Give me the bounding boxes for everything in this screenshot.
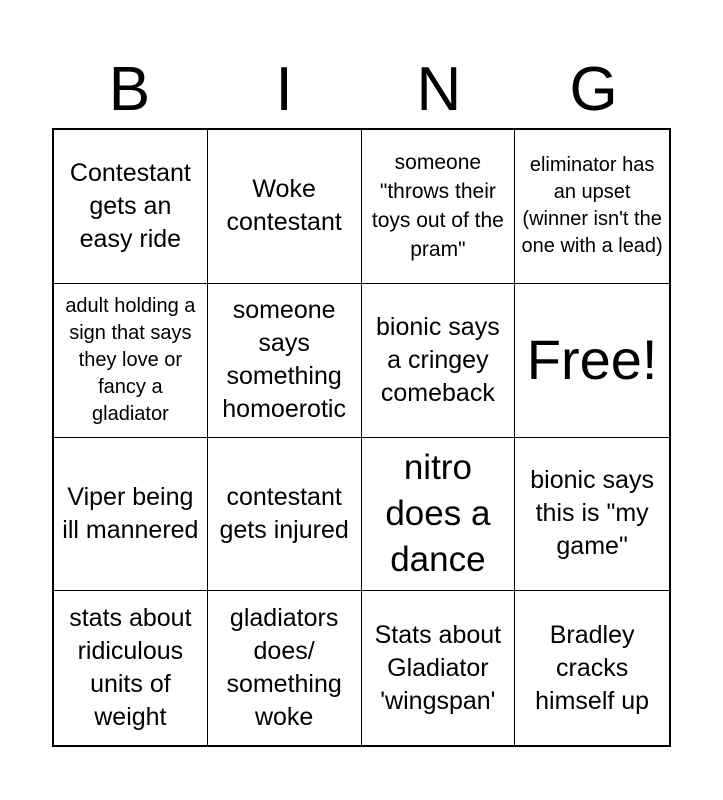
free-space-cell[interactable]: Free! xyxy=(515,284,669,438)
bingo-cell[interactable]: adult holding a sign that says they love or fancy a gladiator xyxy=(54,284,208,438)
bingo-cell[interactable]: contestant gets injured xyxy=(208,438,362,592)
bingo-cell[interactable]: Contestant gets an easy ride xyxy=(54,130,208,284)
bingo-cell[interactable]: gladiators does/ something woke xyxy=(208,591,362,745)
header-letter-b: B xyxy=(108,54,151,124)
bingo-cell[interactable]: Viper being ill mannered xyxy=(54,438,208,592)
bingo-cell[interactable]: bionic says a cringey comeback xyxy=(362,284,516,438)
bingo-header xyxy=(52,52,671,127)
header-letter-n: N xyxy=(416,54,462,124)
header-letter-i: I xyxy=(275,54,293,124)
bingo-cell[interactable]: Woke contestant xyxy=(208,130,362,284)
header-letter-g: G xyxy=(569,54,618,124)
bingo-cell[interactable]: stats about ridiculous units of weight xyxy=(54,591,208,745)
bingo-cell[interactable]: eliminator has an upset (winner isn't the one with a lead) xyxy=(515,130,669,284)
bingo-cell[interactable]: nitro does a dance xyxy=(362,438,516,592)
bingo-cell[interactable]: someone "throws their toys out of the pram" xyxy=(362,130,516,284)
bingo-cell[interactable]: Stats about Gladiator 'wingspan' xyxy=(362,591,516,745)
bingo-grid xyxy=(52,128,671,747)
bingo-cell[interactable]: someone says something homoerotic xyxy=(208,284,362,438)
bingo-cell[interactable]: bionic says this is "my game" xyxy=(515,438,669,592)
bingo-cell[interactable]: Bradley cracks himself up xyxy=(535,620,650,715)
